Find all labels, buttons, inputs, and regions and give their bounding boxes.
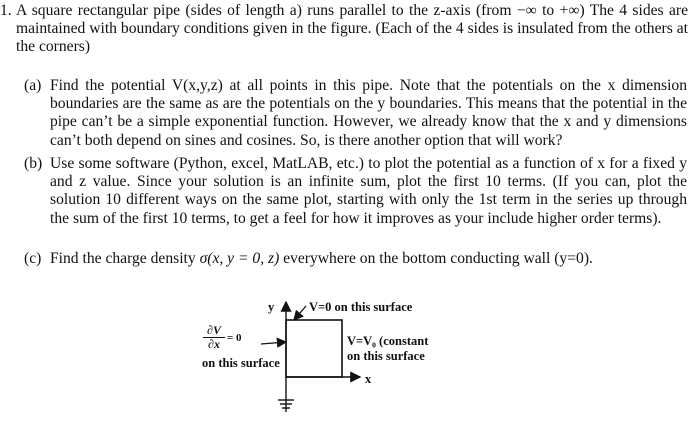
top-pointer [294, 306, 306, 320]
left-equation-rest: = 0 [227, 332, 242, 344]
left-pointer [261, 342, 286, 344]
part-a-text: Find the potential V(x,y,z) at all points in this pipe. Note that the potentials on the x dimension boundaries are the same as are the potentials on the y boundaries. This means that the potential in the pipe can’t be a simple exponential function. However, we already know that the x and y dimensions can’t both depend on sines and cosines. So, is there another option that will work? [50, 77, 687, 149]
part-c-text-after: everywhere on the bottom conducting wall (y=0). [279, 250, 593, 267]
problem-number: 1. [0, 2, 12, 19]
pipe-cross-section [286, 320, 342, 377]
part-c-text-before: Find the charge density [50, 250, 200, 267]
fraction-numerator: ∂V [207, 323, 221, 337]
part-a [24, 77, 687, 150]
top-surface-label: V=0 on this surface [309, 300, 413, 314]
charge-density-expression: σ(x, y = 0, z) [199, 250, 280, 267]
fraction-denominator: ∂x [208, 337, 220, 351]
right-surface-label-2: on this surface [347, 349, 425, 363]
part-c-text [50, 250, 687, 268]
dv-dx-fraction [203, 324, 225, 351]
part-c [24, 250, 687, 268]
x-axis-label: x [365, 372, 372, 386]
problem-intro-text: A square rectangular pipe (sides of length a) runs parallel to the z-axis (from −∞ to +∞) The 4 sides are maintained with boundary conditions given in the figure. (Each of the 4 sides is insulated from the others at the corners) [16, 2, 688, 56]
part-b-label: (b) [24, 155, 43, 172]
problem-intro [0, 2, 688, 57]
left-surface-label: on this surface [202, 356, 280, 370]
part-c-label: (c) [24, 250, 42, 267]
y-axis-label: y [268, 300, 275, 314]
part-b-text: Use some software (Python, excel, MatLAB, etc.) to plot the potential as a function of x for a fixed y and z value. Since your solution is an infinite sum, plot the first 10 terms. (If you can, plot the solution 10 different ways on the same plot, starting with only the 1st term in the series up through the sum of the first 10 terms, to get a feel for how it improves as your include higher order terms). [50, 155, 687, 227]
part-a-label: (a) [24, 77, 42, 94]
pipe-diagram [190, 296, 450, 422]
right-surface-label-1: V=V₀ (constant [347, 334, 429, 348]
part-b [24, 155, 687, 228]
